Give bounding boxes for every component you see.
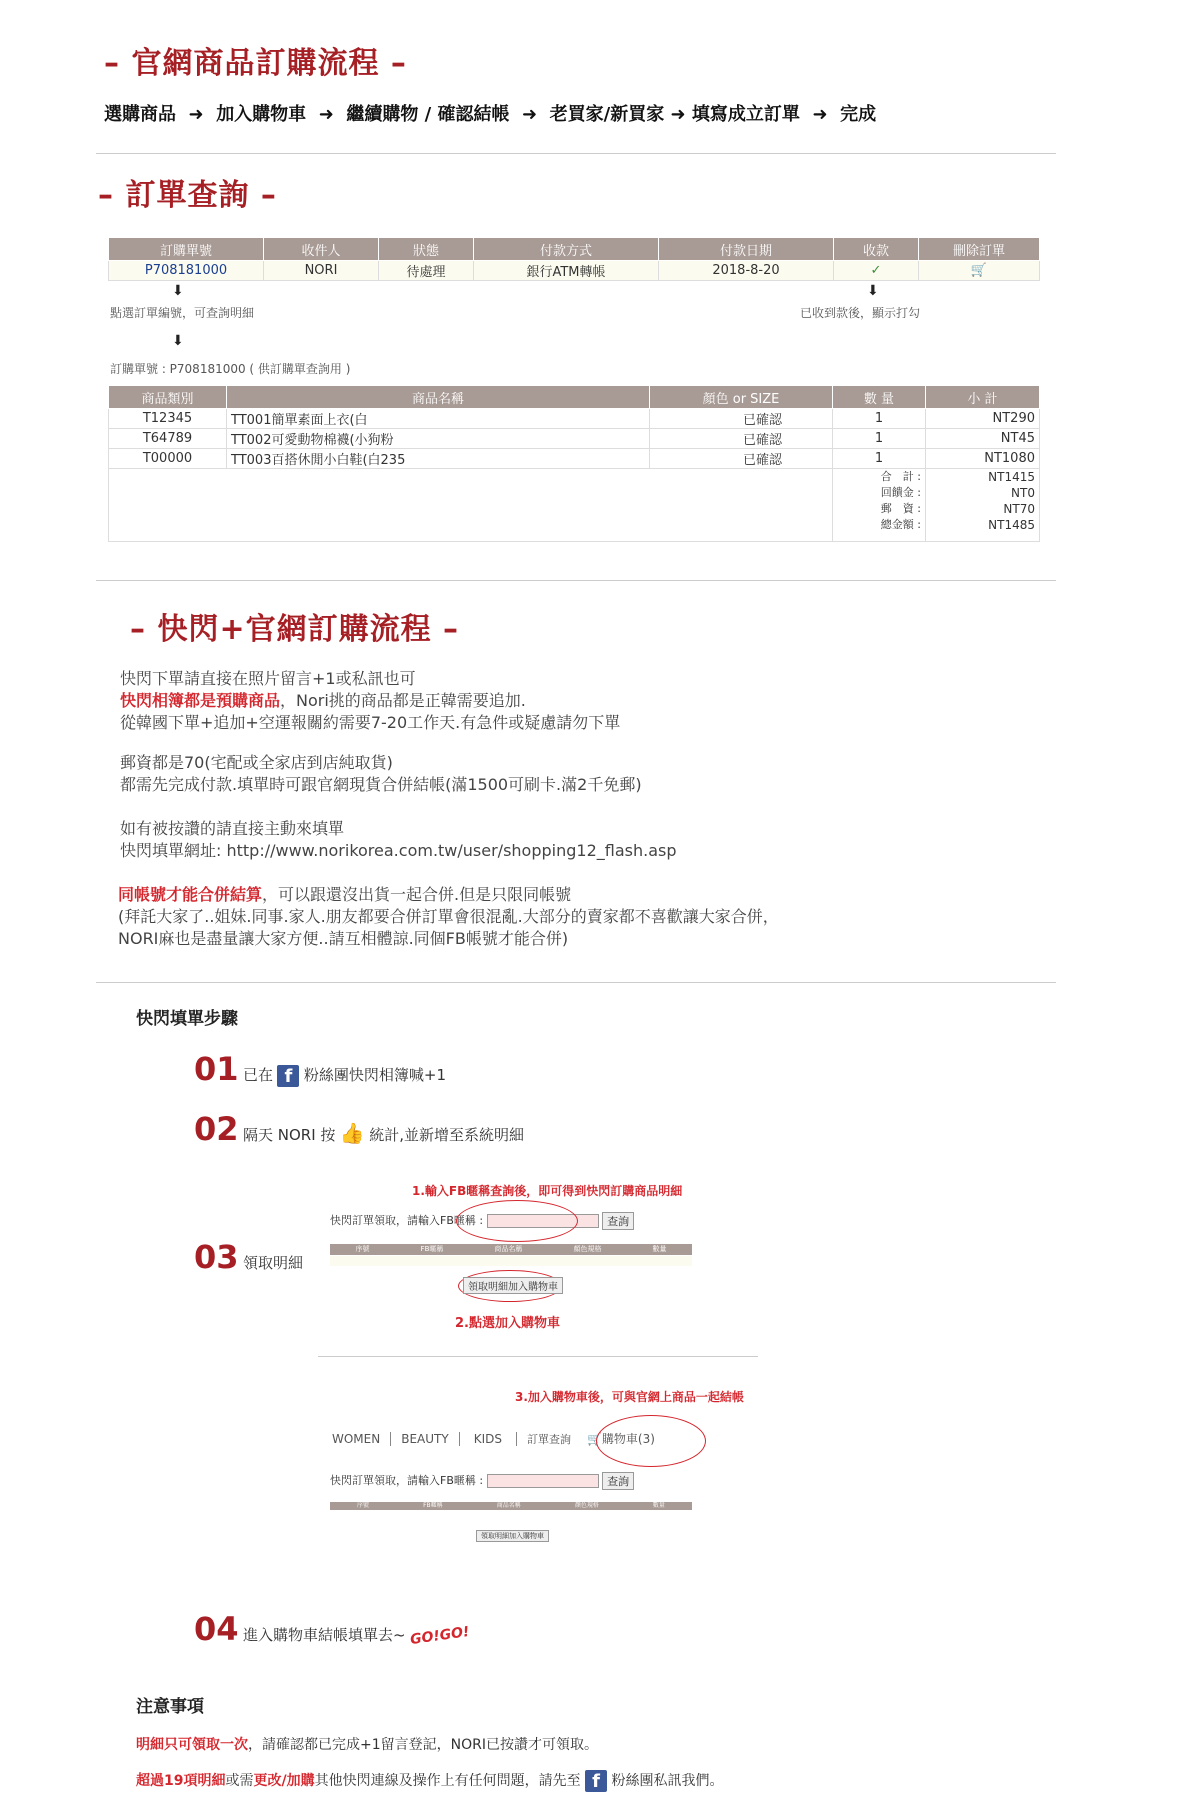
note-2: [136, 1770, 724, 1792]
col-header: 付款方式: [474, 238, 659, 261]
arrow-right-icon: ➜: [806, 104, 834, 125]
section-title-order-query: – 訂單查詢 –: [98, 178, 277, 213]
step-text: 統計,並新增至系統明細: [369, 1126, 524, 1144]
mini-table-header: [330, 1502, 692, 1510]
nav-order-query[interactable]: 訂單查詢: [526, 1432, 571, 1446]
cell: 已確認: [650, 449, 833, 469]
totals-row: [109, 469, 1040, 542]
highlight: 快閃相簿都是預購商品: [120, 691, 281, 710]
divider: [96, 580, 1056, 581]
form-label: 快閃訂單領取，請輸入FB暱稱 :: [330, 1214, 484, 1227]
arrow-right-icon: ➜: [670, 104, 686, 125]
step-number: 01: [194, 1050, 239, 1088]
nav-women[interactable]: WOMEN: [322, 1432, 391, 1446]
step-3: [194, 1238, 303, 1276]
arrow-right-icon: ➜: [312, 104, 341, 125]
col-header: 商品類別: [109, 386, 227, 409]
caption-3: 3.加入購物車後，可與官網上商品一起結帳: [515, 1390, 744, 1404]
text-line: [120, 690, 620, 712]
items-table: [108, 385, 1040, 542]
text-line: 郵資都是70(宅配或全家店到店純取貨): [120, 753, 393, 772]
col-header: 商品名稱: [496, 1502, 521, 1509]
mini-table-row: [330, 1256, 692, 1266]
cell: NT290: [926, 409, 1040, 429]
text-line: 快閃下單請直接在照片留言+1或私訊也可: [120, 669, 416, 688]
highlight-circle: [456, 1200, 578, 1242]
facebook-icon[interactable]: f: [585, 1770, 607, 1792]
recipient: NORI: [264, 261, 379, 281]
text-line: 從韓國下單+追加+空運報關約需要7-20工作天.有急件或疑慮請勿下單: [120, 713, 621, 732]
text-line: NORI麻也是盡量讓大家方便..請互相體諒.同個FB帳號才能合併): [118, 929, 569, 948]
col-header: 狀態: [379, 238, 474, 261]
col-header: FB暱稱: [420, 1245, 444, 1253]
table-row: [109, 409, 1040, 429]
order-flow-steps: [104, 100, 876, 126]
arrow-right-icon: ➜: [515, 104, 544, 125]
cell: [109, 469, 833, 542]
col-header: 顏色規格: [573, 1245, 602, 1253]
claim-to-cart-button[interactable]: 領取明細加入購物車: [476, 1530, 549, 1542]
section-title-order-flow: – 官網商品訂購流程 –: [104, 46, 407, 81]
text-line: 都需先完成付款.填單時可跟官網現貨合併結帳(滿1500可刷卡.滿2千免郵): [120, 775, 642, 794]
cell: 1: [833, 449, 926, 469]
checkmark-icon: ✓: [834, 261, 919, 281]
facebook-icon: f: [277, 1065, 299, 1087]
text-line: (拜託大家了..姐妹.同事.家人.朋友都要合併訂單會很混亂.大部分的賣家都不喜歡讓大家合併，: [118, 907, 779, 926]
step-text: 已在: [242, 1066, 273, 1084]
cell: NT45: [926, 429, 1040, 449]
text-line: 如有被按讚的請直接主動來填單: [120, 819, 345, 838]
cell: TT003百搭休閒小白鞋(白235: [227, 449, 650, 469]
col-header: 商品名稱: [494, 1245, 523, 1253]
flow-step: 加入購物車: [216, 104, 307, 125]
nav-kids[interactable]: KIDS: [460, 1432, 517, 1446]
text: 粉絲團私訊我們。: [611, 1773, 724, 1789]
text: ，可以跟還沒出貨一起合併.但是只限同帳號: [262, 885, 572, 904]
col-header: 商品名稱: [227, 386, 650, 409]
step-text: 領取明細: [242, 1254, 303, 1272]
col-header: 收款: [834, 238, 919, 261]
label: 合 計 :: [880, 470, 921, 483]
col-header: 訂購單號: [109, 238, 264, 261]
text-line: [118, 884, 779, 906]
col-header: 刪除訂單: [919, 238, 1040, 261]
section-title-flash-flow: – 快閃+官網訂購流程 –: [130, 612, 460, 647]
payment-date: 2018-8-20: [659, 261, 834, 281]
step-text: 隔天 NORI 按: [242, 1126, 336, 1144]
cell: 1: [833, 409, 926, 429]
cart-label: 購物車(3): [601, 1432, 655, 1446]
flow-step: 選購商品: [104, 104, 176, 125]
step-text: 粉絲團快閃相簿喊+1: [303, 1066, 447, 1084]
paragraph-2: [120, 752, 642, 796]
order-table-header: [109, 238, 1040, 261]
col-header: 收件人: [264, 238, 379, 261]
col-header: 數 量: [833, 386, 926, 409]
arrow-down-icon: ⬇: [172, 283, 184, 299]
col-header: 序號: [355, 1245, 370, 1253]
order-table: [108, 237, 1040, 281]
cell: 已確認: [650, 409, 833, 429]
payment-method: 銀行ATM轉帳: [474, 261, 659, 281]
mini-table-header: [330, 1244, 692, 1255]
cell: TT001簡單素面上衣(白: [227, 409, 650, 429]
table-row: [109, 261, 1040, 281]
col-header: FB暱稱: [423, 1502, 443, 1509]
col-header: 付款日期: [659, 238, 834, 261]
thumbs-up-icon: 👍: [339, 1121, 365, 1145]
claim-to-cart-button[interactable]: 領取明細加入購物車: [463, 1277, 563, 1294]
value: NT0: [1011, 486, 1035, 500]
cell: T64789: [109, 429, 227, 449]
arrow-right-icon: ➜: [182, 104, 210, 125]
form-label: 快閃訂單領取，請輸入FB暱稱 :: [330, 1474, 484, 1487]
fb-nickname-input[interactable]: [487, 1474, 599, 1488]
label: 回饋金 :: [880, 486, 921, 499]
note-1: [136, 1734, 598, 1754]
cell: 1: [833, 429, 926, 449]
flow-step: 填寫成立訂單: [691, 104, 800, 125]
delete-cart-icon[interactable]: 🛒: [919, 261, 1040, 281]
flow-step: 繼續購物 / 確認結帳: [346, 104, 510, 125]
label: 總金額 :: [880, 518, 921, 531]
highlight: 更改/加購: [253, 1773, 315, 1789]
text: 或需: [225, 1773, 254, 1789]
cart-icon: 🛒: [586, 1432, 602, 1446]
label: 郵 資 :: [880, 502, 921, 515]
gogo-text: GO!GO!: [409, 1623, 471, 1649]
col-header: 數量: [652, 1245, 667, 1253]
cell: T00000: [109, 449, 227, 469]
order-caption: 訂購單號 : P708181000 ( 供訂購單查詢用 ): [110, 362, 351, 376]
caption-2: 2.點選加入購物車: [455, 1316, 560, 1331]
paragraph-3: [120, 818, 677, 862]
step-4: [194, 1610, 470, 1648]
col-header: 數量: [652, 1502, 665, 1509]
table-row: [109, 449, 1040, 469]
table-row: [109, 429, 1040, 449]
cell: T12345: [109, 409, 227, 429]
flow-step: 完成: [840, 104, 877, 125]
cell: 已確認: [650, 429, 833, 449]
step-number: 02: [194, 1110, 239, 1148]
paragraph-4: [118, 884, 779, 950]
step-2: [194, 1110, 524, 1148]
text: ，請確認都已完成+1留言登記，NORI已按讚才可領取。: [248, 1737, 598, 1753]
text-line: 快閃填單網址: http://www.norikorea.com.tw/user/shopping12_flash.asp: [120, 841, 677, 860]
highlight: 明細只可領取一次: [136, 1737, 248, 1753]
search-button[interactable]: 查詢: [602, 1472, 634, 1490]
step-text: 進入購物車結帳填單去~: [242, 1626, 406, 1644]
search-button[interactable]: 查詢: [602, 1212, 634, 1230]
value: NT1415: [988, 470, 1035, 484]
steps-title: 快閃填單步驟: [136, 1009, 238, 1029]
col-header: 顏色 or SIZE: [650, 386, 833, 409]
notes-title: 注意事項: [136, 1697, 204, 1717]
col-header: 序號: [357, 1502, 370, 1509]
flow-step: 老買家/新買家: [549, 104, 665, 125]
highlight: 超過19項明細: [136, 1773, 226, 1789]
cell: TT002可愛動物棉襪(小狗粉: [227, 429, 650, 449]
divider: [96, 982, 1056, 983]
col-header: 顏色規格: [574, 1502, 599, 1509]
highlight-circle: [596, 1415, 706, 1467]
status: 待處理: [379, 261, 474, 281]
totals-labels: [833, 469, 926, 542]
note-click-order: 點選訂單編號，可查詢明細: [110, 306, 255, 320]
divider: [318, 1356, 758, 1357]
divider: [96, 153, 1056, 154]
step-number: 03: [194, 1238, 239, 1276]
value: NT1485: [988, 518, 1035, 532]
paragraph-1: [120, 668, 620, 734]
lookup-form-2: [330, 1472, 634, 1490]
text: ，Nori挑的商品都是正韓需要追加.: [280, 691, 526, 710]
order-number-link[interactable]: P708181000: [109, 261, 264, 281]
arrow-down-icon: ⬇: [867, 283, 879, 299]
items-table-header: [109, 386, 1040, 409]
caption-1: 1.輸入FB暱稱查詢後，即可得到快閃訂購商品明細: [412, 1184, 683, 1198]
totals-values: [926, 469, 1040, 542]
nav-beauty[interactable]: BEAUTY: [391, 1432, 459, 1446]
cell: NT1080: [926, 449, 1040, 469]
col-header: 小 計: [926, 386, 1040, 409]
value: NT70: [1003, 502, 1035, 516]
step-1: [194, 1050, 446, 1088]
text: 其他快閃連線及操作上有任何問題，請先至: [314, 1773, 581, 1789]
step-number: 04: [194, 1610, 239, 1648]
note-paid-check: 已收到款後，顯示打勾: [800, 306, 921, 320]
highlight: 同帳號才能合併結算: [118, 885, 263, 904]
arrow-down-icon: ⬇: [172, 333, 184, 349]
